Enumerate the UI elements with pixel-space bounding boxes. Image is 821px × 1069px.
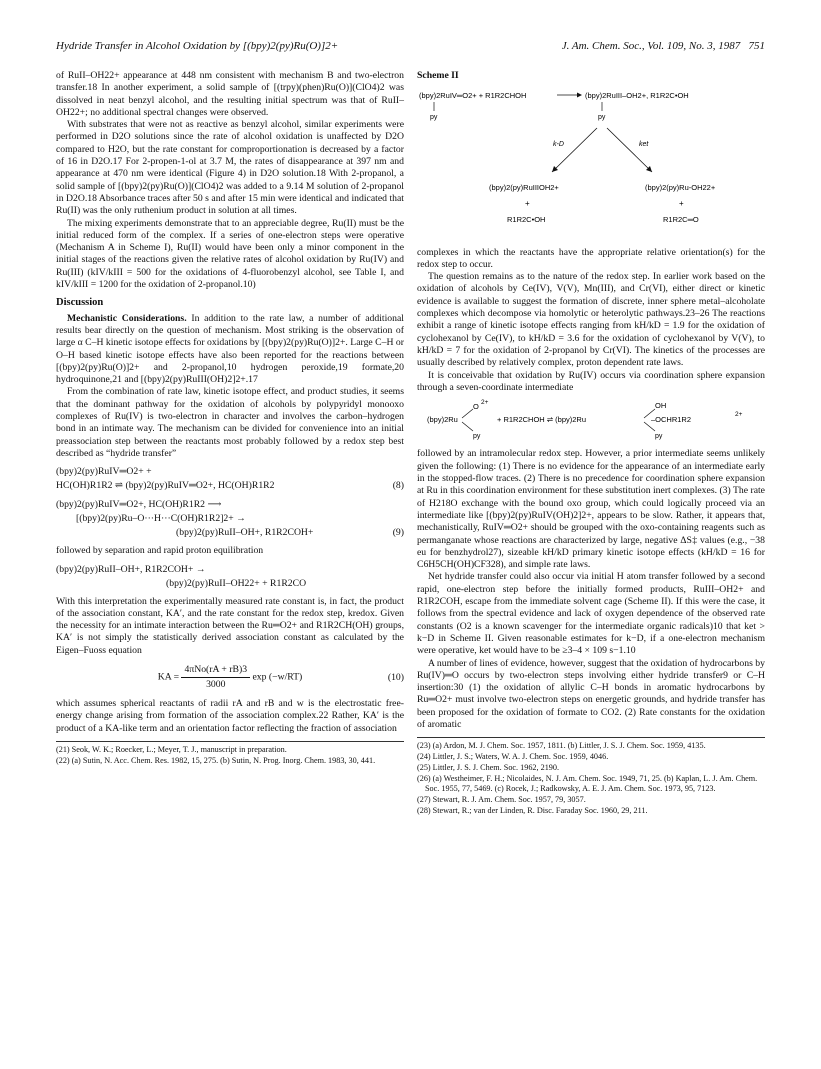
scheme-bottom-left: (bpy)2(py)RuIIIOH2+	[489, 183, 559, 193]
scheme-top-right: (bpy)2RuIII–OH2+, R1R2C•OH	[585, 91, 689, 101]
rx-bond	[462, 422, 473, 431]
rx-oxo: O	[473, 402, 479, 412]
coordination-expansion-equation	[417, 394, 765, 444]
scheme-ii-diagram	[417, 84, 765, 242]
scheme-py-left: py	[430, 114, 438, 122]
equation-10: KA = $\frac{\text{4πNo(rA + rB)3}}{3000}$ exp (−w/RT) (10)	[157, 663, 404, 690]
rx-product: –OCHR1R2	[651, 415, 692, 425]
rx-middle: + R1R2CHOH ⇌ (bpy)2Ru	[497, 415, 587, 425]
paragraph: which assumes spherical reactants of radii rA and rB and w is the electrostatic free-energy change arising from formation of the association complex.22 Rather, KA′ is the product of a KA-like term and an orientation factor reflecting the fraction of association	[56, 697, 404, 734]
scheme-arrowhead	[577, 93, 582, 98]
paragraph: With this interpretation the experimentally measured rate constant is, in fact, the product of the association constant, KA′, and the rate constant for the redox step, kredox. Given the necessity for an intimate interaction between the Ru═O2+ and R1R2CH(OH) groups, KA′ is not simply the statistically derived association constant as calculated by the Eigen–Fuoss equation	[56, 595, 404, 656]
scheme-title: Scheme II	[417, 70, 459, 81]
footnote: (24) Littler, J. S.; Waters, W. A. J. Chem. Soc. 1959, 4046.	[417, 752, 609, 762]
page-number: 751	[748, 40, 765, 52]
rx-py: py	[655, 433, 663, 441]
paragraph: From the combination of rate law, kinetic isotope effect, and product studies, it seems that the dominant pathway for the oxidation of alcohols by polypyridyl monooxo complexes of Ru(IV) is two-electron in character and involves the carbon–hydrogen bond in an intimate way. The mechanism can be divided for convenience into an initial preassociation step between the reactants most probably followed by a redox step best described as “hydride transfer”	[56, 386, 404, 459]
equation-8: (bpy)2(py)RuIV═O2+ + HC(OH)R1R2 ⇌ (bpy)2(py)RuIV═O2+, HC(OH)R1R2 (8)	[56, 466, 404, 492]
footnote: (25) Littler, J. S. J. Chem. Soc. 1962, 2190.	[417, 763, 560, 773]
rx-charge: 2+	[481, 399, 489, 407]
scheme-bottom-left-product: R1R2C•OH	[507, 215, 546, 225]
equation-number: (10)	[387, 671, 404, 683]
equation-proton: (bpy)2(py)RuII–OH+, R1R2COH+ → (bpy)2(py)RuII–OH22+ + R1R2CO	[56, 563, 307, 589]
left-column	[56, 70, 404, 767]
scheme-k-d: k-D	[553, 141, 564, 149]
footnotes-left	[56, 741, 404, 766]
equation-number: (9)	[392, 527, 404, 539]
article-title: Hydride Transfer in Alcohol Oxidation by [(bpy)2(py)Ru(O)]2+	[56, 40, 339, 52]
paragraph: followed by separation and rapid proton equilibration	[56, 545, 264, 557]
scheme-arrow-kd	[552, 128, 597, 172]
footnote: (22) (a) Sutin, N. Acc. Chem. Res. 1982, 15, 275. (b) Sutin, N. Prog. Inorg. Chem. 1983, 30, 441.	[56, 755, 376, 765]
paragraph: Mechanistic Considerations. In addition to the rate law, a number of additional results bear directly on the question of mechanism. Most striking is the observation of large α C–H kinetic isotope effects for oxidations by [(bpy)2(py)Ru(O)]2+. Large C–H or O–H based kinetic isotope effects have also been reported for the reactions between [(bpy)2(py)Ru(O)]2+ and 2-propanol,10 hydrogen peroxide,19 formate,20 hydroquinone,21 and [(bpy)2(py)RuIII(OH)2]2+.17	[56, 312, 404, 386]
equation-number: (8)	[392, 480, 404, 492]
journal-citation: J. Am. Chem. Soc., Vol. 109, No. 3, 1987 751	[561, 40, 765, 52]
scheme-bottom-right: (bpy)2(py)Ru-OH22+	[645, 183, 716, 193]
footnote: (27) Stewart, R. J. Am. Chem. Soc. 1957, 79, 3057.	[417, 795, 586, 805]
equation-9: (bpy)2(py)RuIV═O2+, HC(OH)R1R2 ⟶ [(bpy)2(py)Ru–O···H···C(OH)R1R2]2+ → (bpy)2(py)RuII–OH+, R1R2COH+ (9)	[56, 499, 404, 539]
footnote: (21) Seok, W. K.; Roecker, L.; Meyer, T. J., manuscript in preparation.	[56, 744, 287, 754]
paragraph: The mixing experiments demonstrate that to an appreciable degree, Ru(II) must be the initial reduced form of the complex. If a series of one-electron steps were operative (Mechanism A in Scheme I), Ru(II) would have been only a minor component in the initial stages of the reactions given the relative rates of alcohol oxidation by Ru(IV) and Ru(III) (kIV/kIII = 500 for the oxidations of 4-fluorobenzyl alcohol, see Table I, and kIV/kIII = 1200 for the oxidation of 2-propanol.10)	[56, 217, 404, 291]
paragraph: The question remains as to the nature of the redox step. In earlier work based on the oxidation of alcohols by Ce(IV), V(V), Mn(III), and Cr(VI), either direct or kinetic evidence is available to suggest the formation of discrete, inner sphere metal–alcoholate complexes which decompose via homolytic or heterolytic pathways.23–26 The reactions exhibit a range of kinetic isotope effects ranging from kH/kD = 1.9 for the oxidation of cyclohexanol by Ce(IV), to kH/kD = 3.6 for the oxidation of cyclohexanol by V(V), to kH/kD = 7 for the oxidation of 2-propanol by Cr(VI). The kinetics of the processes are usually described by relatively complex, proton dependent rate laws.	[417, 271, 765, 369]
scheme-plus: +	[525, 199, 530, 209]
footnotes-right	[417, 737, 765, 816]
rx-py: py	[473, 433, 481, 441]
scheme-plus: +	[679, 199, 684, 209]
rx-hydroxo: OH	[655, 401, 667, 411]
paragraph: With substrates that were not as reactive as benzyl alcohol, similar experiments were performed in D2O solutions since the rate of alcohol oxidation is unaffected by D2O compared to H2O, but the rate constant for comproportionation is decreased by a factor of 16 in D2O.17 For 2-propen-1-ol at 3.7 M, the rates of disappearance at 397 nm and appearance at 470 nm were identical (Figure 4) in D2O solution.18 With 2-propanol, a solid sample of [(bpy)2(py)Ru(O)](ClO4)2 was added to a 9.14 M solution of 2-propanol in D2O.18 Absorbance traces after 50 s and after 15 min were identical and indicated that Ru(II) was the only ruthenium product in solution at all times.	[56, 119, 404, 217]
run-in-heading: Mechanistic Considerations.	[67, 312, 187, 324]
scheme-top-left: (bpy)2RuIV═O2+ + R1R2CHOH	[419, 91, 527, 101]
running-head	[56, 40, 765, 56]
rx-bond	[462, 409, 473, 418]
scheme-bottom-right-product: R1R2C═O	[663, 215, 699, 225]
paragraph: Net hydride transfer could also occur via initial H atom transfer followed by a second rapid, one-electron step before the initially formed products, RuIII–OH2+ and R1R2COH, escape from the immediate solvent cage (Scheme II). If this were the case, it follows from the spectral evidence and lack of oxygen dependence of the observed rate constants (O2 is a known scavenger for the intermediate organic radicals)10 that ket > k−D in Scheme II. Given reasonable estimates for k−D, if a one-electron mechanism were operative, ket would have to be ≥3–4 × 109 s−1.10	[417, 571, 765, 657]
section-heading: Discussion	[56, 297, 104, 309]
footnote: (28) Stewart, R.; van der Linden, R. Disc. Faraday Soc. 1960, 29, 211.	[417, 806, 648, 816]
paragraph: of RuII–OH22+ appearance at 448 nm consistent with mechanism B and two-electron transfer.18 In another experiment, a solid sample of [(trpy)(phen)Ru(O)](ClO4)2 was dissolved in neat benzyl alcohol, and the resulting initial spectrum was that of RuII–OH22+; no additional spectral changes were observed.	[56, 70, 404, 118]
rx-reactant: (bpy)2Ru	[427, 415, 458, 425]
paragraph: complexes in which the reactants have the appropriate relative orientation(s) for the redox step to occur.	[417, 246, 765, 270]
right-column	[417, 70, 765, 817]
footnote: (26) (a) Westheimer, F. H.; Nicolaides, N. J. Am. Chem. Soc. 1949, 71, 25. (b) Kaplan, L. J. Am. Chem. Soc. 1955, 77, 5469. (c) Rocek, J.; Radkowsky, A. E. J. Am. Chem. Soc. 1973, 95, 7123.	[417, 774, 758, 794]
scheme-py-right: py	[598, 114, 606, 122]
scheme-arrow-ket	[607, 128, 652, 172]
scheme-k-et: ket	[639, 141, 649, 149]
footnote: (23) (a) Ardon, M. J. Chem. Soc. 1957, 1811. (b) Littler, J. S. J. Chem. Soc. 1959, 4135.	[417, 741, 706, 751]
rx-charge: 2+	[735, 411, 743, 419]
paragraph: It is conceivable that oxidation by Ru(IV) occurs via coordination sphere expansion through a seven-coordinate intermediate	[417, 369, 765, 393]
paragraph: followed by an intramolecular redox step. However, a prior intermediate seems unlikely given the following: (1) There is no evidence for the appearance of an intermediate early in the stopped-flow traces. (2) There is no precedence for coordination sphere expansion at Ru in this coordination environment for these substitution inert complexes. (3) The rate of H218O exchange with the bound oxo group, which could logically proceed via an intermediate like [(bpy)2(py)RuIV(OH)2]2+, appears to be slow. Rather, it appears that, mechanistically, RuIV═O2+ should be grouped with the oxo-containing reagents such as permanganate whose reactions are characterized by large, negative ΔS‡ values (e.g., −38 eu for benzhydrol27), sizeable kH/kD primary kinetic isotope effects (kH/kD = 16 for C6H5CH(OH)CF328), and simple rate laws.	[417, 448, 765, 571]
paragraph: A number of lines of evidence, however, suggest that the oxidation of hydrocarbons by Ru(IV)═O occurs by two-electron steps involving either hydride transfer9 or C–H insertion:30 (1) the oxidation of allylic C–H bonds in aromatic hydrocarbons by Ru═O2+ must involve two-electron steps on energetic grounds, and hydride transfer has been proposed for the oxidation of formate to CO2. (2) Rate constants for the oxidation of aromatic	[417, 657, 765, 730]
